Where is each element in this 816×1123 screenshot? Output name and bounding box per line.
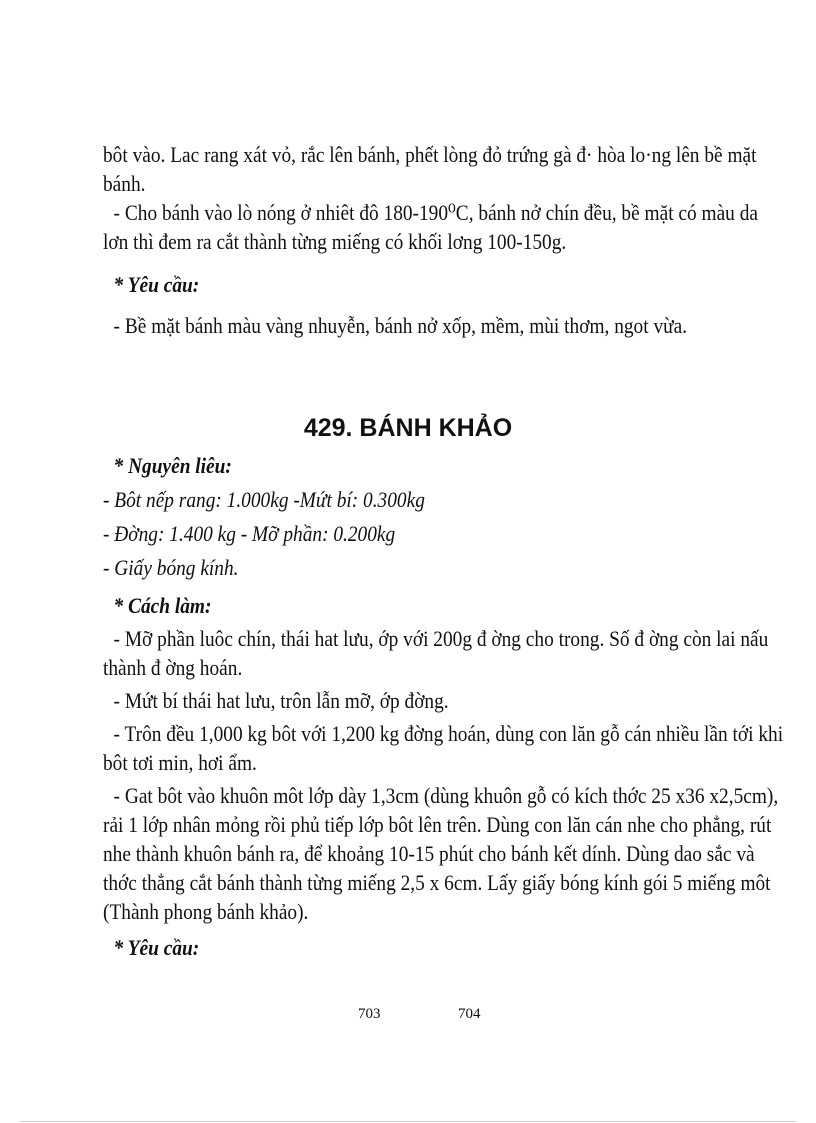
requirements-line: - Bề mặt bánh màu vàng nhuyễn, bánh nở xốp, mềm, mùi thơm, ngot vừa. — [113, 313, 688, 338]
ingredient-line: - Đờng: 1.400 kg - Mỡ phần: 0.200kg — [103, 521, 396, 546]
ingredients-heading: * Nguyên liêu: — [113, 453, 232, 478]
text-line: - Cho bánh vào lò nóng ở nhiêt đô 180-190⁰C, bánh nở chín đều, bề mặt có màu da — [113, 200, 758, 225]
method-line: nhe thành khuôn bánh ra, để khoảng 10-15 phút cho bánh kết dính. Dùng dao sắc và — [103, 841, 755, 866]
method-line: - Mỡ phần luôc chín, thái hat lưu, ớp với 200g đ ờng cho trong. Số đ ờng còn lai nấu — [113, 626, 769, 651]
text-line: lơn thì đem ra cắt thành từng miếng có khối lơng 100-150g. — [103, 229, 567, 254]
text-line: bánh. — [103, 171, 146, 196]
text-line: bôt vào. Lac rang xát vỏ, rắc lên bánh, phết lòng đỏ trứng gà đ· hòa lo·ng lên bề mặt — [103, 142, 757, 167]
requirements-heading: * Yêu cầu: — [113, 272, 200, 297]
page-number-right: 704 — [458, 1006, 481, 1022]
method-line: - Trôn đều 1,000 kg bôt với 1,200 kg đờng hoán, dùng con lăn gỗ cán nhiều lần tới khi — [113, 721, 784, 746]
ingredient-line: - Giấy bóng kính. — [103, 555, 239, 580]
requirements-block-2 — [103, 933, 659, 962]
section-title: 429. BÁNH KHẢO — [303, 414, 513, 442]
method-line: rải 1 lớp nhân mỏng rồi phủ tiếp lớp bôt lên trên. Dùng con lăn cán nhe cho phẳng, rút — [103, 812, 772, 837]
ingredients-block — [103, 451, 659, 582]
method-heading: * Cách làm: — [113, 593, 212, 618]
method-line: bôt tơi min, hơi ẩm. — [103, 750, 257, 775]
method-line: - Gat bôt vào khuôn môt lớp dày 1,3cm (dùng khuôn gỗ có kích thớc 25 x36 x2,5cm), — [113, 783, 779, 808]
requirements-block-1 — [103, 270, 688, 340]
ingredient-line: - Bôt nếp rang: 1.000kg -Mứt bí: 0.300kg — [103, 487, 425, 512]
method-line: thớc thẳng cắt bánh thành từng miếng 2,5 x 6cm. Lấy giấy bóng kính gói 5 miếng môt — [103, 870, 771, 895]
method-line: (Thành phong bánh khảo). — [103, 899, 309, 924]
method-line: - Mứt bí thái hat lưu, trôn lẫn mỡ, ớp đờng. — [113, 688, 449, 713]
page-number-left: 703 — [358, 1006, 381, 1022]
requirements-heading: * Yêu cầu: — [113, 935, 200, 960]
page-bottom-rule — [20, 1121, 796, 1122]
continuation-text — [103, 140, 758, 256]
method-block — [103, 591, 784, 926]
method-line: thành đ ờng hoán. — [103, 655, 243, 680]
